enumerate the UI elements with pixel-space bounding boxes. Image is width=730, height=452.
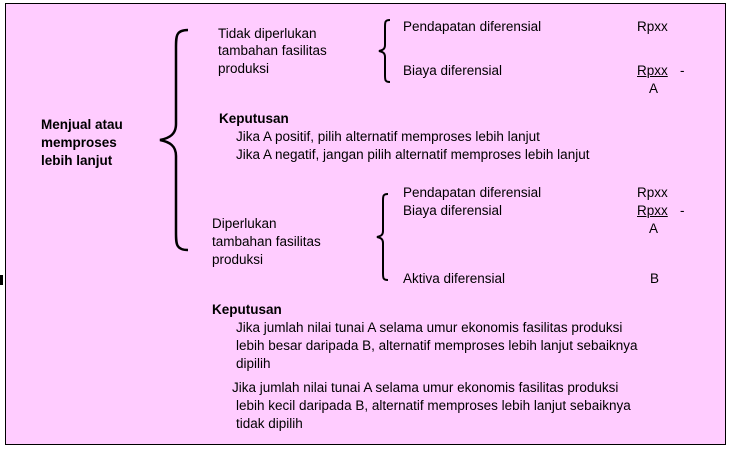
branch2-decision-p2-line-1: Jika jumlah nilai tunai A selama umur ekonomis fasilitas produksi (232, 380, 619, 395)
edge-mark (0, 275, 3, 285)
branch1-condition-line-3: produksi (218, 61, 270, 76)
branch2-revenue-label: Pendapatan diferensial (403, 185, 542, 200)
root-label-line-1: Menjual atau (41, 117, 123, 132)
branch2-condition-line-3: produksi (212, 252, 264, 267)
branch1-cost-value: Rpxx (637, 63, 668, 78)
diagram-panel (5, 3, 726, 445)
branch1-decision-title: Keputusan (219, 111, 289, 126)
branch2-decision-p1-line-2: lebih besar daripada B, alternatif memproses lebih lanjut sebaiknya (236, 338, 638, 353)
branch1-revenue-label: Pendapatan diferensial (403, 19, 542, 34)
branch2-decision-p2-line-3: tidak dipilih (236, 416, 303, 431)
branch2-decision-p1-line-3: dipilih (236, 356, 271, 371)
branch1-brace (376, 18, 394, 84)
branch1-decision-line-1: Jika A positif, pilih alternatif memproses lebih lanjut (236, 129, 540, 144)
branch2-minus-sign: - (680, 203, 685, 218)
branch1-condition-line-1: Tidak diperlukan (218, 26, 317, 41)
branch2-condition-line-2: tambahan fasilitas (212, 234, 321, 249)
main-brace (156, 26, 196, 254)
branch2-decision-title: Keputusan (212, 302, 282, 317)
branch2-result: A (649, 221, 659, 236)
branch2-cost-value: Rpxx (637, 203, 668, 218)
branch2-revenue-value: Rpxx (637, 185, 668, 200)
root-label-line-2: memproses (41, 135, 117, 150)
branch2-condition-line-1: Diperlukan (212, 216, 277, 231)
branch1-condition-line-2: tambahan fasilitas (218, 43, 327, 58)
branch1-minus-sign: - (680, 63, 685, 78)
branch2-decision-p2-line-2: lebih kecil daripada B, alternatif memproses lebih lanjut sebaiknya (236, 398, 631, 413)
branch2-brace (374, 192, 392, 282)
branch2-decision-p1-line-1: Jika jumlah nilai tunai A selama umur ekonomis fasilitas produksi (236, 320, 623, 335)
branch1-decision-line-2: Jika A negatif, jangan pilih alternatif memproses lebih lanjut (236, 147, 590, 162)
branch2-asset-label: Aktiva diferensial (403, 271, 506, 286)
branch1-result: A (649, 81, 659, 96)
branch1-revenue-value: Rpxx (637, 19, 668, 34)
branch1-cost-label: Biaya diferensial (403, 63, 503, 78)
branch2-cost-label: Biaya diferensial (403, 203, 503, 218)
branch2-asset-value: B (650, 271, 660, 286)
root-label-line-3: lebih lanjut (41, 153, 113, 168)
